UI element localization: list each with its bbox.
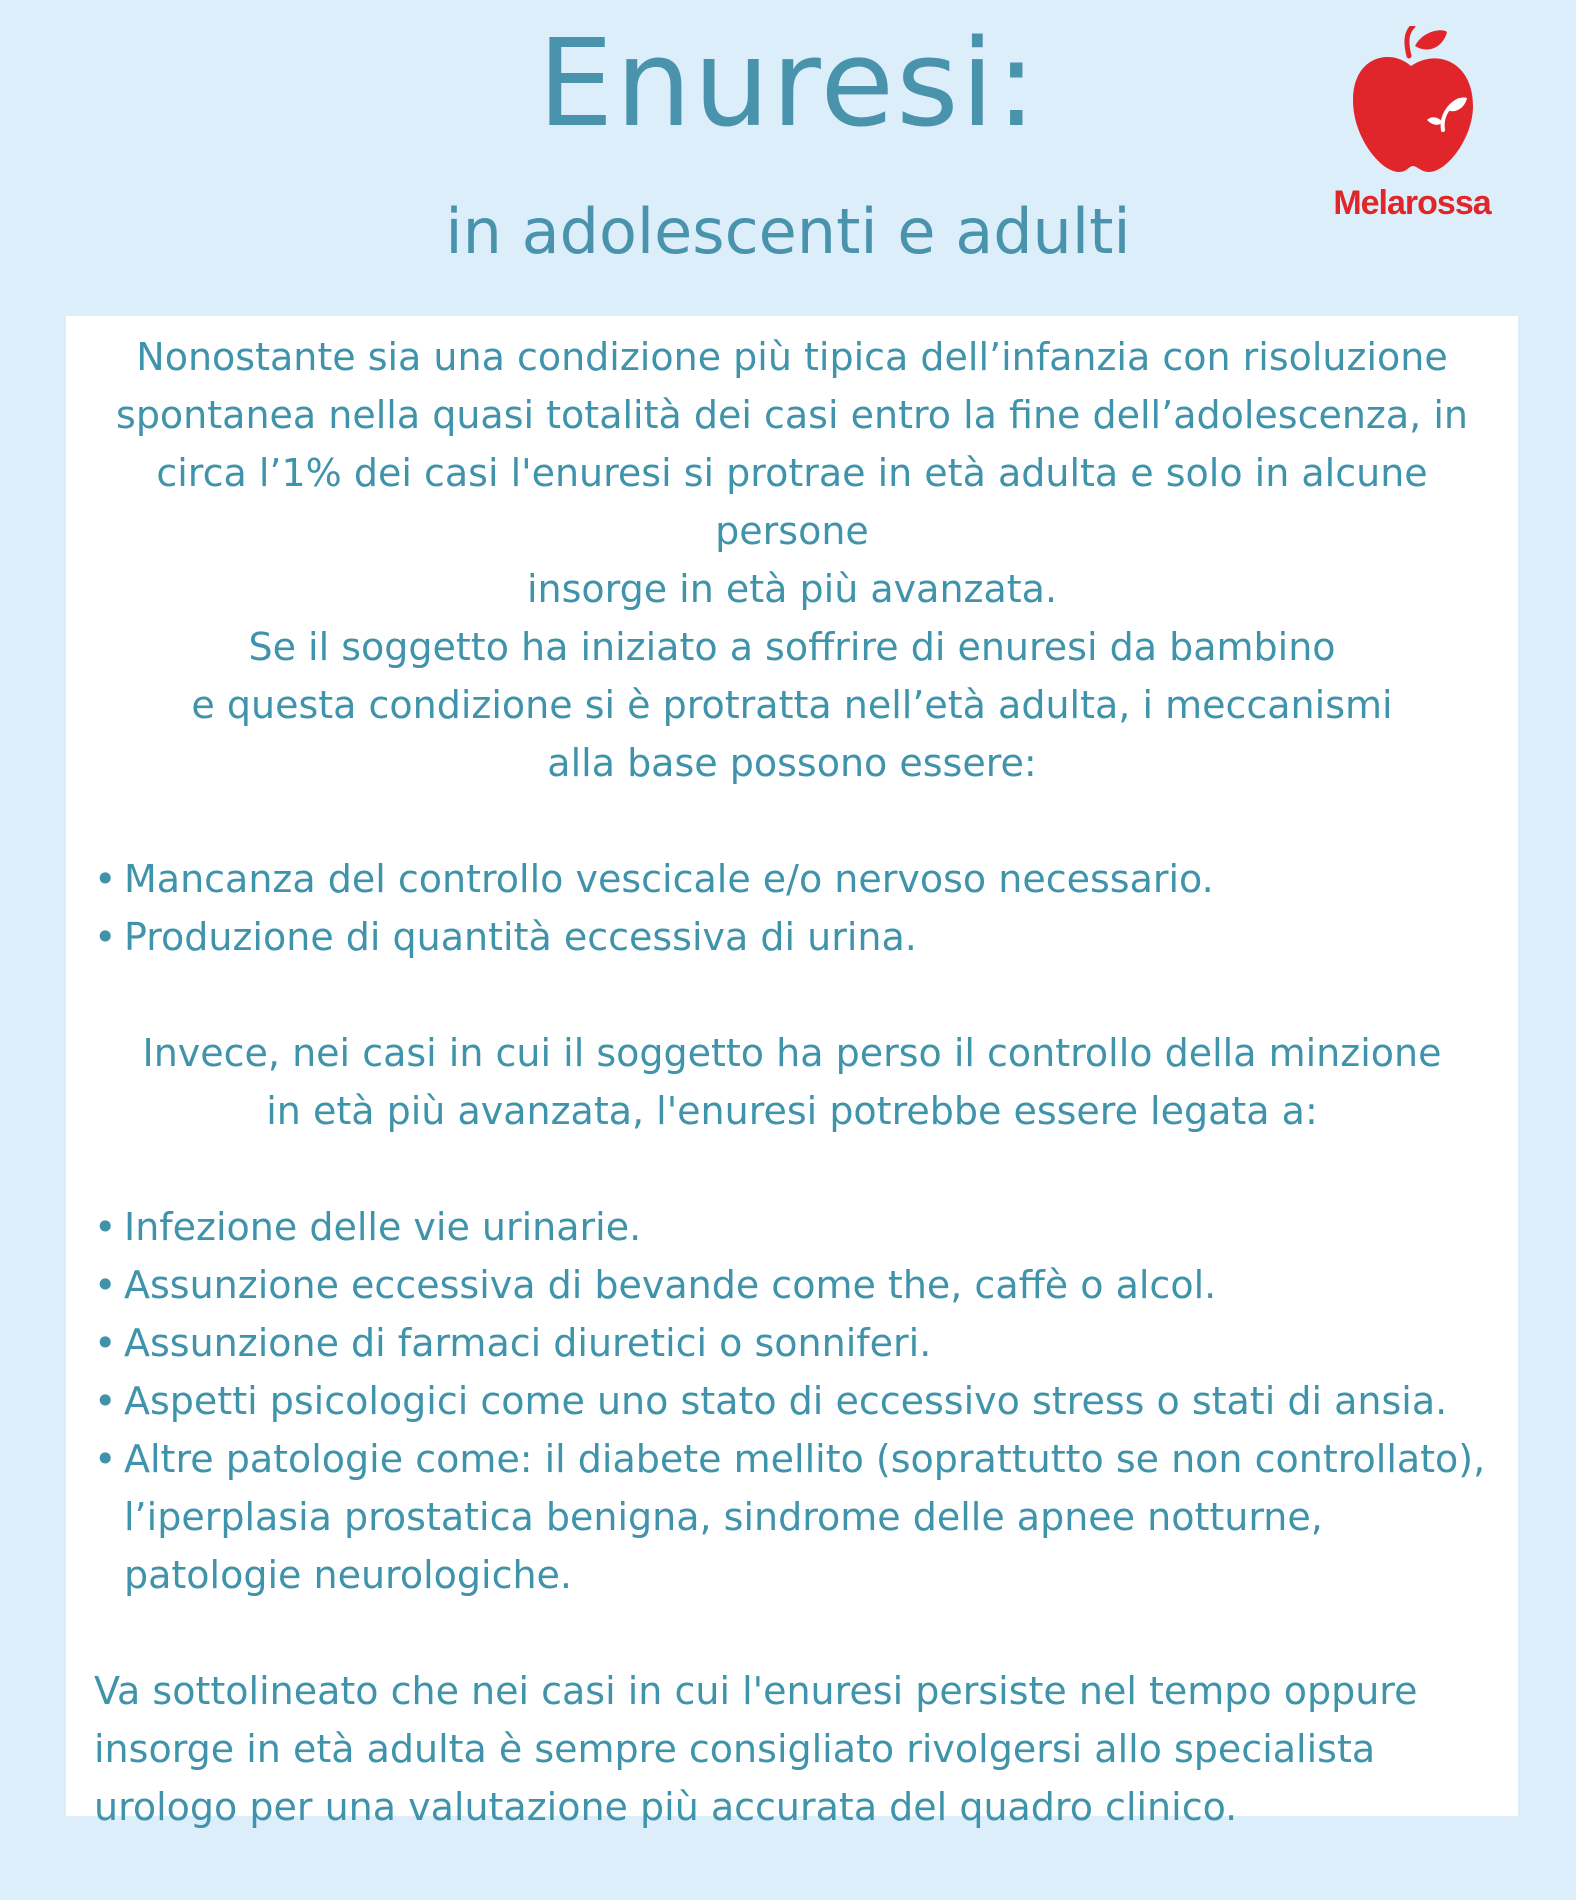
melarossa-logo (1322, 26, 1502, 226)
spacer (94, 1140, 1490, 1198)
transition-paragraph (94, 1024, 1490, 1140)
intro-paragraph (94, 328, 1490, 792)
intro-line: e questa condizione si è protratta nell’età adulta, i meccanismi (191, 683, 1393, 727)
list-item: • Aspetti psicologici come uno stato di eccessivo stress o stati di ansia. (94, 1372, 1490, 1430)
list-item: • Assunzione di farmaci diuretici o sonniferi. (94, 1314, 1490, 1372)
conclusion-paragraph (94, 1662, 1490, 1836)
childhood-causes-list (94, 850, 1490, 966)
intro-line: alla base possono essere: (547, 741, 1037, 785)
transition-line: Invece, nei casi in cui il soggetto ha perso il controllo della minzione (142, 1031, 1442, 1075)
intro-line: Nonostante sia una condizione più tipica dell’infanzia con risoluzione (136, 335, 1448, 379)
intro-line: spontanea nella quasi totalità dei casi entro la fine dell’adolescenza, in (116, 393, 1468, 437)
spacer (94, 966, 1490, 1024)
list-item: • Mancanza del controllo vescicale e/o nervoso necessario. (94, 850, 1490, 908)
conclusion-line: Va sottolineato che nei casi in cui l'enuresi persiste nel tempo oppure (94, 1669, 1418, 1713)
page-title: Enuresi: (537, 15, 1039, 154)
spacer (94, 792, 1490, 850)
content-body (94, 328, 1490, 1836)
intro-line: insorge in età più avanzata. (526, 567, 1058, 611)
list-item: • Altre patologie come: il diabete mellito (soprattutto se non controllato), l’iperplasia prostatica benigna, sindrome delle apnee notturne, patologie neurologiche. (94, 1430, 1490, 1604)
apple-logo-icon (1347, 26, 1477, 176)
content-panel (66, 316, 1518, 1829)
brand-name: Melarossa (1333, 184, 1491, 222)
intro-line: circa l’1% dei casi l'enuresi si protrae in età adulta e solo in alcune persone (156, 451, 1428, 553)
intro-line: Se il soggetto ha iniziato a soffrire di enuresi da bambino (248, 625, 1336, 669)
conclusion-line: urologo per una valutazione più accurata del quadro clinico. (94, 1785, 1238, 1829)
transition-line: in età più avanzata, l'enuresi potrebbe essere legata a: (266, 1089, 1318, 1133)
list-item: • Infezione delle vie urinarie. (94, 1198, 1490, 1256)
page-subtitle: in adolescenti e adulti (445, 195, 1131, 268)
list-item: • Assunzione eccessiva di bevande come the, caffè o alcol. (94, 1256, 1490, 1314)
list-item: • Produzione di quantità eccessiva di urina. (94, 908, 1490, 966)
conclusion-line: insorge in età adulta è sempre consigliato rivolgersi allo specialista (94, 1727, 1376, 1771)
spacer (94, 1604, 1490, 1662)
adult-causes-list (94, 1198, 1490, 1604)
